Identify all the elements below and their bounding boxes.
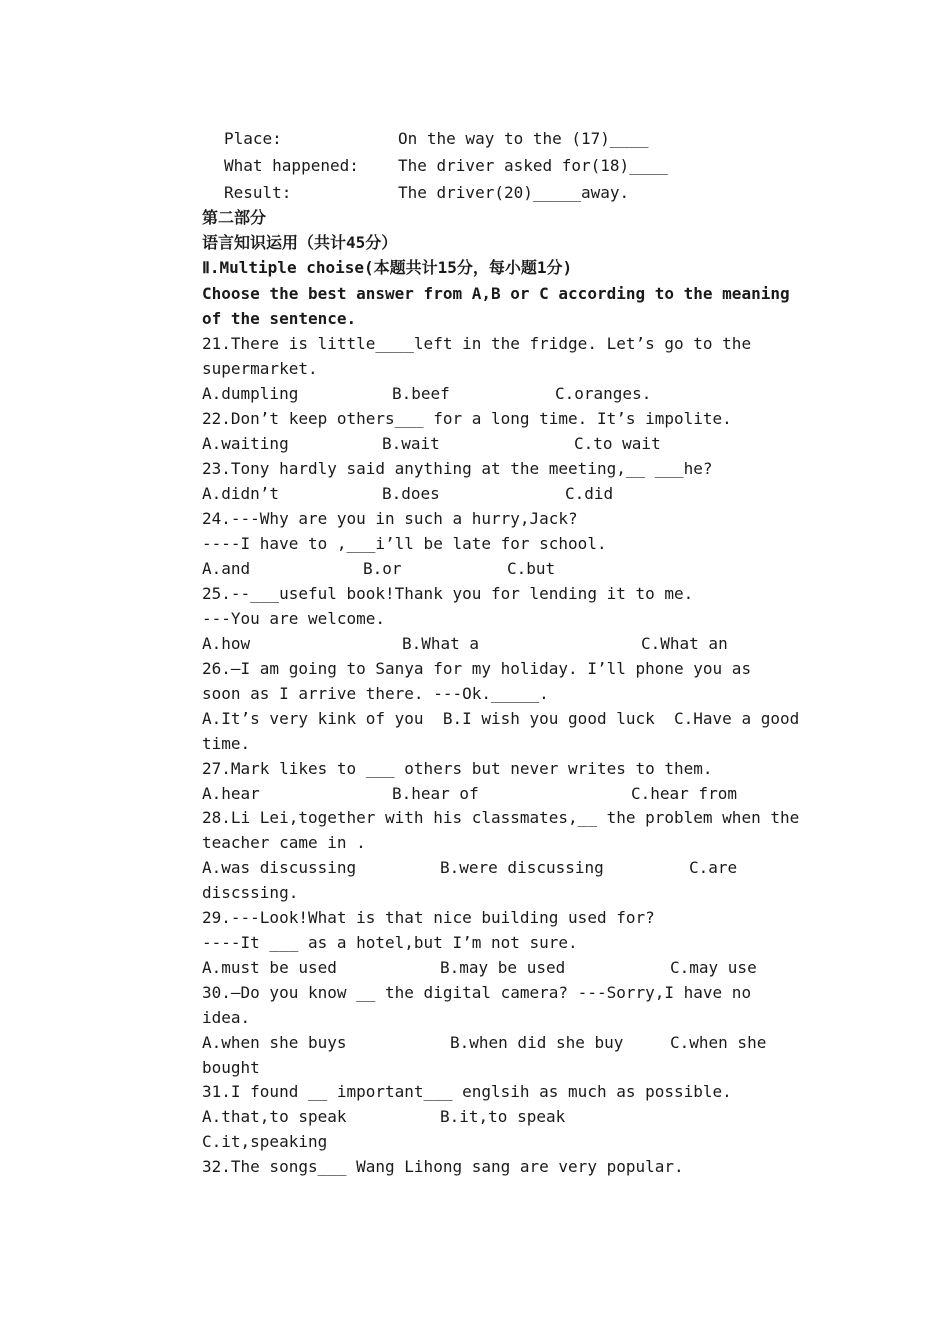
question-22-option-b: B.wait — [382, 434, 440, 453]
question-28-option-c: C.are — [689, 858, 738, 877]
question-25-stem: 25.--___useful book!Thank you for lending it to me. — [202, 584, 694, 603]
result-value: The driver(20)_____away. — [398, 183, 630, 202]
question-25-option-b: B.What a — [402, 634, 480, 653]
question-30-stem-cont: idea. — [202, 1008, 251, 1027]
question-21-option-b: B.beef — [392, 384, 450, 403]
instructions-line-1: Choose the best answer from A,B or C according to the meaning — [202, 284, 790, 303]
question-27-stem: 27.Mark likes to ___ others but never writes to them. — [202, 759, 713, 778]
place-value: On the way to the (17)____ — [398, 129, 649, 148]
question-26-stem: 26.—I am going to Sanya for my holiday. I’ll phone you as — [202, 659, 752, 678]
question-26-options-cont: time. — [202, 734, 251, 753]
question-28-option-b: B.were discussing — [440, 858, 604, 877]
question-28-stem-cont: teacher came in . — [202, 833, 366, 852]
question-32-stem: 32.The songs___ Wang Lihong sang are very popular. — [202, 1157, 684, 1176]
question-31-stem: 31.I found __ important___ englsih as much as possible. — [202, 1082, 732, 1101]
question-29-stem: 29.---Look!What is that nice building used for? — [202, 908, 655, 927]
question-21-stem-cont: supermarket. — [202, 359, 318, 378]
question-30-option-c: C.when she — [670, 1033, 767, 1052]
question-24-option-a: A.and — [202, 559, 251, 578]
question-28-option-c-cont: discssing. — [202, 883, 299, 902]
question-30-option-b: B.when did she buy — [450, 1033, 624, 1052]
question-26-options: A.It’s very kink of you B.I wish you good luck C.Have a good — [202, 709, 800, 728]
question-23-option-a: A.didn’t — [202, 484, 280, 503]
result-label: Result: — [224, 183, 292, 202]
question-27-option-b: B.hear of — [392, 784, 479, 803]
question-29-stem-cont: ----It ___ as a hotel,but I’m not sure. — [202, 933, 578, 952]
happened-value: The driver asked for(18)____ — [398, 156, 668, 175]
question-24-option-b: B.or — [363, 559, 402, 578]
question-29-option-b: B.may be used — [440, 958, 566, 977]
question-24-stem: 24.---Why are you in such a hurry,Jack? — [202, 509, 578, 528]
question-23-option-b: B.does — [382, 484, 440, 503]
question-21-stem: 21.There is little____left in the fridge. Let’s go to the — [202, 334, 752, 353]
section-title: 语言知识运用（共计45分） — [202, 233, 398, 252]
question-31-option-b: B.it,to speak — [440, 1107, 566, 1126]
question-31-option-c: C.it,speaking — [202, 1132, 328, 1151]
question-24-option-c: C.but — [507, 559, 556, 578]
question-28-stem: 28.Li Lei,together with his classmates,__ the problem when the — [202, 808, 800, 827]
question-25-option-c: C.What an — [641, 634, 728, 653]
question-21-option-a: A.dumpling — [202, 384, 299, 403]
question-23-option-c: C.did — [565, 484, 614, 503]
question-24-stem-cont: ----I have to ,___i’ll be late for school. — [202, 534, 607, 553]
question-22-option-a: A.waiting — [202, 434, 289, 453]
question-31-option-a: A.that,to speak — [202, 1107, 347, 1126]
section-subtitle: Ⅱ.Multiple choise(本题共计15分，每小题1分) — [202, 258, 573, 277]
happened-label: What happened: — [224, 156, 359, 175]
question-30-option-c-cont: bought — [202, 1058, 260, 1077]
instructions-line-2: of the sentence. — [202, 309, 357, 328]
question-21-option-c: C.oranges. — [555, 384, 652, 403]
question-28-option-a: A.was discussing — [202, 858, 357, 877]
question-25-option-a: A.how — [202, 634, 251, 653]
question-22-stem: 22.Don’t keep others___ for a long time. It’s impolite. — [202, 409, 732, 428]
question-30-stem: 30.—Do you know __ the digital camera? ---Sorry,I have no — [202, 983, 752, 1002]
question-27-option-c: C.hear from — [631, 784, 737, 803]
question-23-stem: 23.Tony hardly said anything at the meeting,__ ___he? — [202, 459, 713, 478]
question-30-option-a: A.when she buys — [202, 1033, 347, 1052]
question-27-option-a: A.hear — [202, 784, 260, 803]
question-22-option-c: C.to wait — [574, 434, 661, 453]
question-29-option-c: C.may use — [670, 958, 757, 977]
place-label: Place: — [224, 129, 282, 148]
question-25-stem-cont: ---You are welcome. — [202, 609, 386, 628]
part-heading: 第二部分 — [202, 208, 267, 227]
question-26-stem-cont: soon as I arrive there. ---Ok._____. — [202, 684, 549, 703]
question-29-option-a: A.must be used — [202, 958, 337, 977]
